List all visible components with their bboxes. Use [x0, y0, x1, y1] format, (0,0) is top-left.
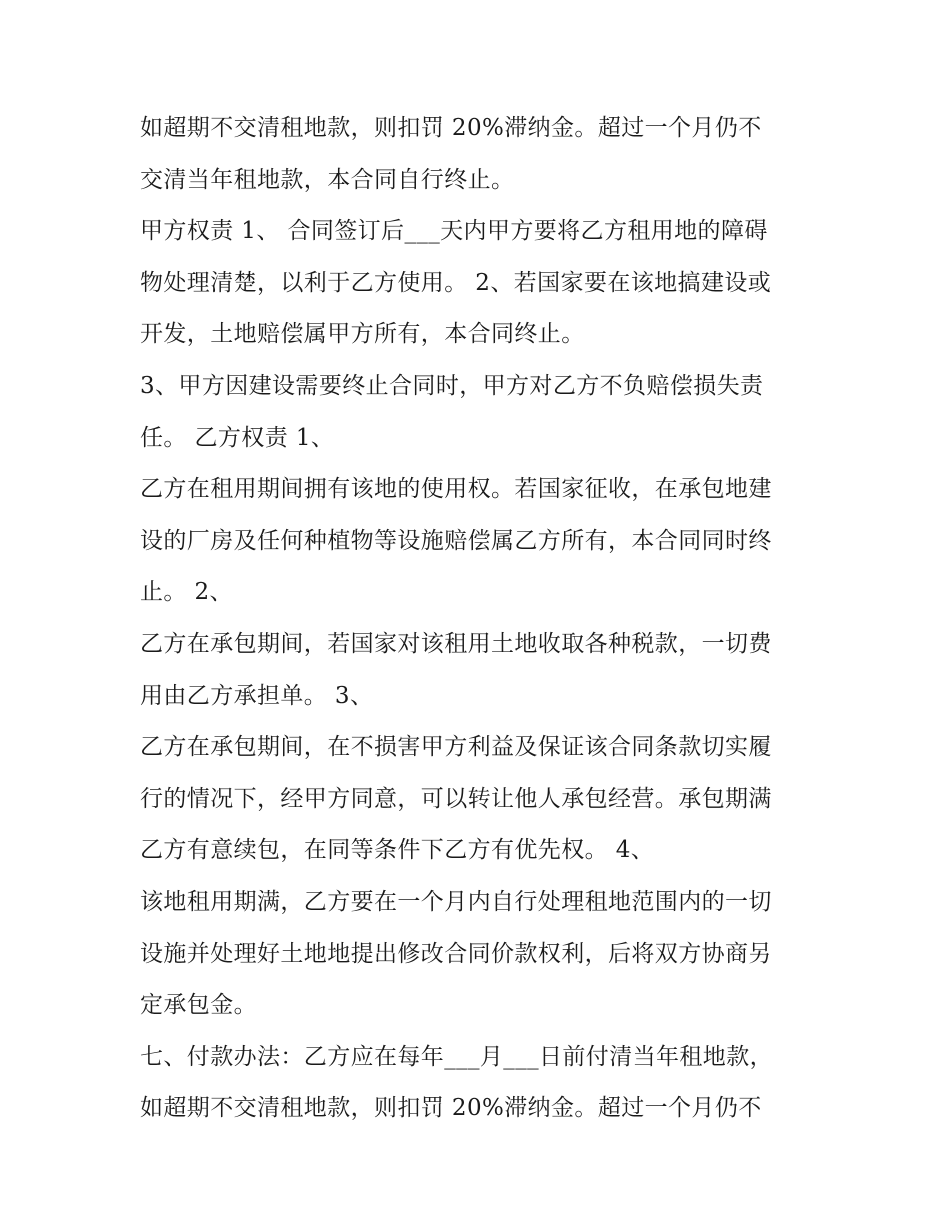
text-line: 止。 2、 — [140, 579, 233, 606]
text-line: 物处理清楚，以利于乙方使用。 2、若国家要在该地搞建设或 — [140, 269, 772, 296]
contract-body-text — [140, 103, 820, 1135]
text-line: 行的情况下，经甲方同意，可以转让他人承包经营。承包期满 — [140, 785, 772, 812]
text-line: 如超期不交清租地款，则扣罚 20%滞纳金。超过一个月仍不 — [140, 1095, 762, 1122]
text-line: 3、甲方因建设需要终止合同时，甲方对乙方不负赔偿损失责 — [140, 372, 764, 399]
text-line: 乙方在承包期间，在不损害甲方利益及保证该合同条款切实履 — [140, 734, 772, 761]
text-line: 交清当年租地款，本合同自行终止。 — [140, 166, 515, 193]
text-line: 甲方权责 1、 合同签订后___天内甲方要将乙方租用地的障碍 — [140, 218, 768, 245]
text-line: 该地租用期满，乙方要在一个月内自行处理租地范围内的一切 — [140, 888, 772, 915]
text-line: 乙方有意续包，在同等条件下乙方有优先权。 4、 — [140, 837, 655, 864]
text-line: 用由乙方承担单。 3、 — [140, 682, 374, 709]
text-line: 如超期不交清租地款，则扣罚 20%滞纳金。超过一个月仍不 — [140, 115, 762, 141]
text-line: 设施并处理好土地地提出修改合同价款权利，后将双方协商另 — [140, 940, 772, 967]
text-line: 乙方在租用期间拥有该地的使用权。若国家征收，在承包地建 — [140, 476, 772, 503]
text-line: 设的厂房及任何种植物等设施赔偿属乙方所有，本合同同时终 — [140, 527, 772, 554]
text-line: 乙方在承包期间，若国家对该租用土地收取各种税款，一切费 — [140, 630, 772, 657]
text-line: 七、付款办法：乙方应在每年___月___日前付清当年租地款， — [140, 1043, 773, 1070]
text-line: 任。 乙方权责 1、 — [140, 424, 335, 451]
text-line: 开发，土地赔偿属甲方所有，本合同终止。 — [140, 321, 585, 348]
text-line: 定承包金。 — [140, 992, 257, 1019]
